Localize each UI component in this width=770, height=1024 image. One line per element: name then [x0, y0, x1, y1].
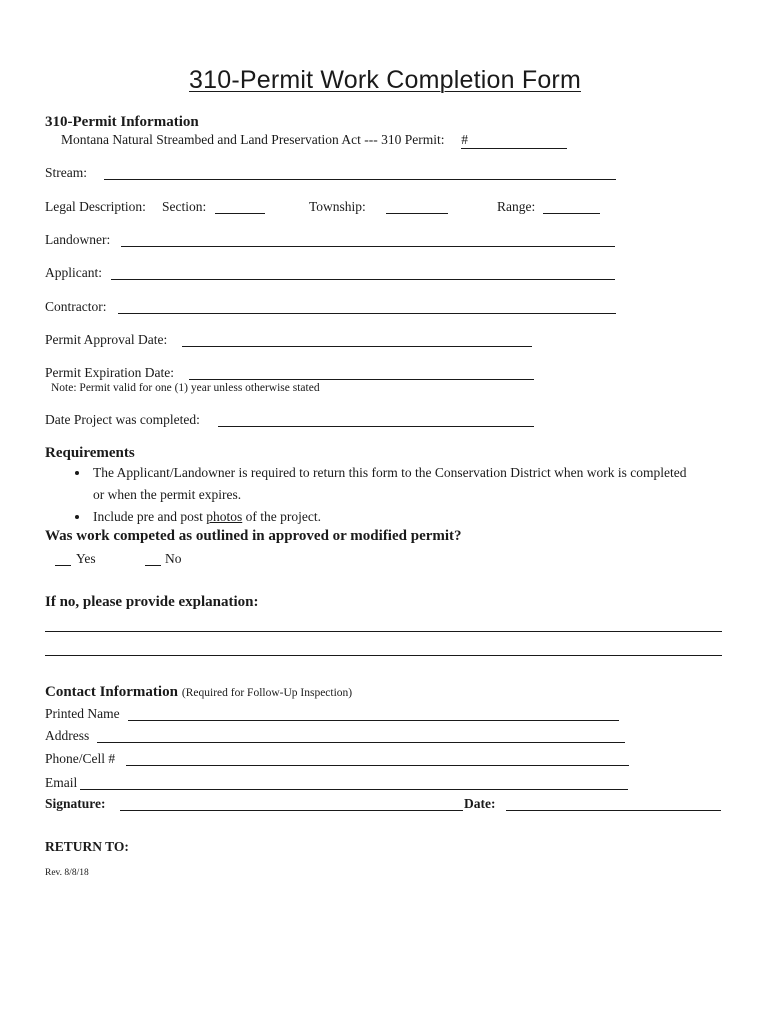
permit-number-prefix: #	[461, 132, 469, 147]
range-field[interactable]	[543, 213, 600, 214]
requirement-item-photos	[90, 506, 750, 528]
applicant-field[interactable]	[111, 279, 615, 280]
township-label: Township:	[309, 199, 366, 214]
stream-row	[45, 165, 87, 181]
photos-word: photos	[206, 509, 243, 524]
date-label: Date:	[464, 796, 496, 811]
yes-label: Yes	[76, 551, 96, 566]
form-title	[0, 66, 770, 95]
contact-heading: Contact Information	[45, 684, 178, 700]
contractor-field[interactable]	[118, 313, 616, 314]
completion-question: Was work competed as outlined in approved or modified permit?	[45, 528, 462, 544]
completed-date-field[interactable]	[218, 426, 534, 427]
legal-description-label: Legal Description:	[45, 199, 146, 214]
address-field[interactable]	[97, 742, 625, 743]
expiration-date-field[interactable]	[189, 379, 534, 380]
section-field[interactable]	[215, 213, 265, 214]
photos-post-text: of the project.	[242, 509, 321, 524]
explanation-line-2[interactable]	[45, 655, 722, 656]
stream-field[interactable]	[104, 179, 616, 180]
printed-name-label: Printed Name	[45, 706, 120, 721]
completed-date-label: Date Project was completed:	[45, 412, 200, 427]
signature-field[interactable]	[120, 810, 463, 811]
requirement-item: • The Applicant/Landowner is required to return this form to the Conservation District when work is completed or when the permit expires.	[90, 462, 693, 506]
contact-note: (Required for Follow-Up Inspection)	[181, 687, 353, 699]
permit-info-heading: 310-Permit Information	[45, 114, 199, 130]
phone-label: Phone/Cell #	[45, 751, 116, 766]
act-line	[61, 132, 567, 149]
signature-date-field[interactable]	[506, 810, 721, 811]
approval-date-label: Permit Approval Date:	[45, 332, 168, 347]
printed-name-field[interactable]	[128, 720, 619, 721]
requirements-list	[45, 462, 750, 528]
revision-label: Rev. 8/8/18	[45, 868, 89, 878]
form-title-text: 310-Permit Work Completion Form	[189, 66, 581, 94]
requirements-heading: Requirements	[45, 445, 135, 461]
email-field[interactable]	[80, 789, 628, 790]
photos-pre-text: Include pre and post	[93, 509, 207, 524]
yes-checkbox-line[interactable]	[55, 565, 71, 566]
landowner-field[interactable]	[121, 246, 615, 247]
email-label: Email	[45, 775, 78, 790]
applicant-label: Applicant:	[45, 265, 102, 280]
explanation-heading: If no, please provide explanation:	[45, 594, 259, 610]
explanation-line-1[interactable]	[45, 631, 722, 632]
range-label: Range:	[497, 199, 536, 214]
section-label: Section:	[162, 199, 207, 214]
no-label: No	[165, 551, 182, 566]
stream-label: Stream:	[45, 165, 87, 180]
expiration-note: Note: Permit valid for one (1) year unless otherwise stated	[51, 382, 320, 394]
contact-heading-row	[45, 683, 352, 701]
township-field[interactable]	[386, 213, 448, 214]
no-checkbox-line[interactable]	[145, 565, 161, 566]
permit-number-field[interactable]	[461, 132, 567, 149]
contractor-label: Contractor:	[45, 299, 107, 314]
return-to-label: RETURN TO:	[45, 839, 129, 854]
act-text: Montana Natural Streambed and Land Preservation Act --- 310 Permit:	[61, 132, 445, 147]
address-label: Address	[45, 728, 90, 743]
landowner-label: Landowner:	[45, 232, 111, 247]
phone-field[interactable]	[126, 765, 629, 766]
signature-label: Signature:	[45, 796, 106, 811]
approval-date-field[interactable]	[182, 346, 532, 347]
expiration-date-label: Permit Expiration Date:	[45, 365, 174, 380]
